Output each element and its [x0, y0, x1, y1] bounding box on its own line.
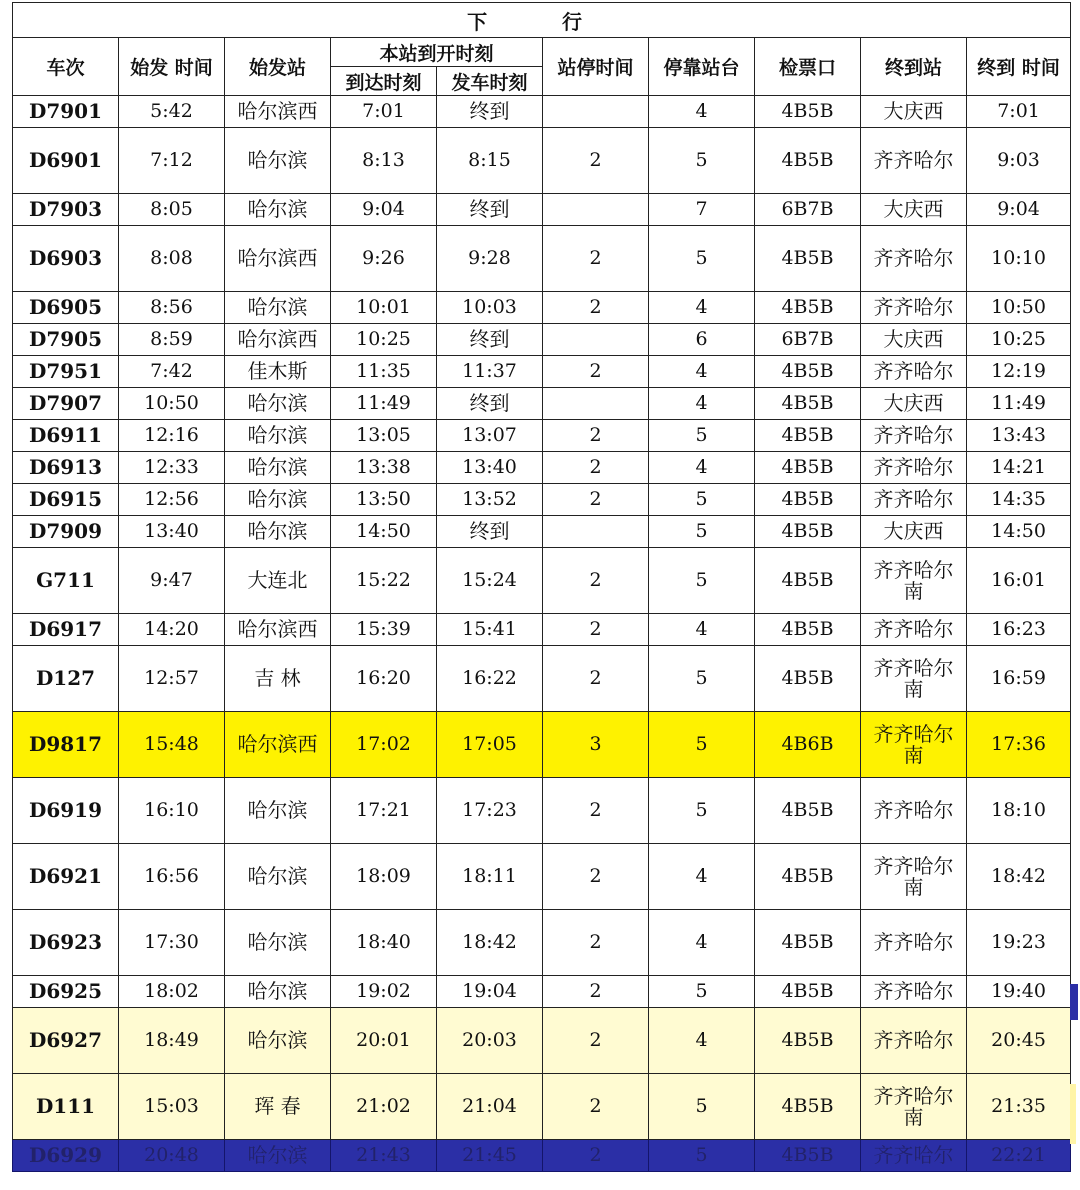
terminal-station-cell: 齐齐哈尔 南 — [861, 712, 967, 778]
departure-time-cell: 15:24 — [437, 548, 543, 614]
arrival-time-cell: 10:01 — [331, 292, 437, 324]
table-row — [13, 388, 1071, 420]
train-code-cell: D6925 — [13, 976, 119, 1008]
table-row — [13, 516, 1071, 548]
table-row — [13, 324, 1071, 356]
arrival-time-cell: 11:49 — [331, 388, 437, 420]
train-code-cell: G711 — [13, 548, 119, 614]
terminal-time-cell: 7:01 — [967, 96, 1071, 128]
start-time-cell: 18:02 — [119, 976, 225, 1008]
origin-station-cell: 哈尔滨西 — [225, 324, 331, 356]
gate-cell: 4B5B — [755, 976, 861, 1008]
terminal-station-cell: 齐齐哈尔 — [861, 128, 967, 194]
stop-duration-cell: 2 — [543, 646, 649, 712]
platform-cell: 5 — [649, 778, 755, 844]
train-code-cell: D7951 — [13, 356, 119, 388]
terminal-time-cell: 10:10 — [967, 226, 1071, 292]
origin-station-cell: 哈尔滨 — [225, 128, 331, 194]
edge-color-strip — [1070, 1084, 1076, 1144]
origin-station-cell: 哈尔滨 — [225, 516, 331, 548]
table-row — [13, 910, 1071, 976]
train-code-cell: D6913 — [13, 452, 119, 484]
train-code-cell: D6929 — [13, 1140, 119, 1172]
stop-duration-cell: 3 — [543, 712, 649, 778]
platform-cell: 5 — [649, 1140, 755, 1172]
start-time-cell: 8:05 — [119, 194, 225, 226]
gate-cell: 4B5B — [755, 548, 861, 614]
start-time-cell: 10:50 — [119, 388, 225, 420]
origin-station-cell: 哈尔滨 — [225, 1008, 331, 1074]
stop-duration-cell: 2 — [543, 292, 649, 324]
platform-cell: 4 — [649, 356, 755, 388]
terminal-station-cell: 齐齐哈尔 — [861, 420, 967, 452]
arrival-time-cell: 11:35 — [331, 356, 437, 388]
table-row — [13, 778, 1071, 844]
platform-cell: 5 — [649, 420, 755, 452]
terminal-time-cell: 16:01 — [967, 548, 1071, 614]
start-time-cell: 16:10 — [119, 778, 225, 844]
stop-duration-cell: 2 — [543, 778, 649, 844]
gate-cell: 4B5B — [755, 484, 861, 516]
platform-cell: 5 — [649, 646, 755, 712]
gate-cell: 4B5B — [755, 1074, 861, 1140]
table-row — [13, 548, 1071, 614]
departure-time-cell: 17:23 — [437, 778, 543, 844]
platform-cell: 5 — [649, 516, 755, 548]
platform-cell: 4 — [649, 292, 755, 324]
platform-cell: 4 — [649, 452, 755, 484]
start-time-cell: 12:16 — [119, 420, 225, 452]
arrival-time-cell: 13:05 — [331, 420, 437, 452]
arrival-time-cell: 21:43 — [331, 1140, 437, 1172]
departure-time-cell: 13:40 — [437, 452, 543, 484]
gate-cell: 4B5B — [755, 292, 861, 324]
arrival-time-cell: 17:02 — [331, 712, 437, 778]
start-time-cell: 8:56 — [119, 292, 225, 324]
stop-duration-cell: 2 — [543, 420, 649, 452]
train-code-cell: D7909 — [13, 516, 119, 548]
stop-duration-cell: 2 — [543, 452, 649, 484]
train-code-cell: D6903 — [13, 226, 119, 292]
origin-station-cell: 哈尔滨 — [225, 388, 331, 420]
table-row — [13, 226, 1071, 292]
departure-time-cell: 10:03 — [437, 292, 543, 324]
stop-duration-cell — [543, 324, 649, 356]
stop-duration-cell — [543, 388, 649, 420]
stop-duration-cell: 2 — [543, 1008, 649, 1074]
table-row — [13, 194, 1071, 226]
origin-station-cell: 哈尔滨 — [225, 194, 331, 226]
departure-time-cell: 15:41 — [437, 614, 543, 646]
start-time-cell: 15:48 — [119, 712, 225, 778]
origin-station-cell: 吉 林 — [225, 646, 331, 712]
departure-time-cell: 21:45 — [437, 1140, 543, 1172]
terminal-station-cell: 齐齐哈尔 — [861, 778, 967, 844]
arrival-time-cell: 14:50 — [331, 516, 437, 548]
gate-cell: 4B5B — [755, 96, 861, 128]
stop-duration-cell — [543, 516, 649, 548]
train-code-cell: D7901 — [13, 96, 119, 128]
arrival-time-cell: 13:38 — [331, 452, 437, 484]
origin-station-cell: 哈尔滨 — [225, 1140, 331, 1172]
terminal-station-cell: 齐齐哈尔 — [861, 452, 967, 484]
header-departure: 发车时刻 — [437, 67, 543, 96]
header-stop-duration: 站停时间 — [543, 38, 649, 96]
arrival-time-cell: 18:40 — [331, 910, 437, 976]
arrival-time-cell: 18:09 — [331, 844, 437, 910]
start-time-cell: 18:49 — [119, 1008, 225, 1074]
gate-cell: 4B5B — [755, 128, 861, 194]
origin-station-cell: 哈尔滨西 — [225, 226, 331, 292]
header-arrival: 到达时刻 — [331, 67, 437, 96]
gate-cell: 4B5B — [755, 614, 861, 646]
train-code-cell: D7905 — [13, 324, 119, 356]
platform-cell: 5 — [649, 976, 755, 1008]
arrival-time-cell: 8:13 — [331, 128, 437, 194]
terminal-station-cell: 齐齐哈尔 — [861, 226, 967, 292]
header-gate: 检票口 — [755, 38, 861, 96]
terminal-time-cell: 14:50 — [967, 516, 1071, 548]
train-code-cell: D127 — [13, 646, 119, 712]
departure-time-cell: 18:42 — [437, 910, 543, 976]
platform-cell: 5 — [649, 712, 755, 778]
departure-time-cell: 9:28 — [437, 226, 543, 292]
train-code-cell: D6915 — [13, 484, 119, 516]
stop-duration-cell: 2 — [543, 128, 649, 194]
gate-cell: 4B6B — [755, 712, 861, 778]
gate-cell: 4B5B — [755, 646, 861, 712]
train-code-cell: D6901 — [13, 128, 119, 194]
terminal-station-cell: 齐齐哈尔 — [861, 1008, 967, 1074]
stop-duration-cell: 2 — [543, 356, 649, 388]
origin-station-cell: 珲 春 — [225, 1074, 331, 1140]
platform-cell: 5 — [649, 226, 755, 292]
arrival-time-cell: 20:01 — [331, 1008, 437, 1074]
table-row — [13, 128, 1071, 194]
origin-station-cell: 哈尔滨 — [225, 844, 331, 910]
terminal-station-cell: 齐齐哈尔 — [861, 292, 967, 324]
terminal-time-cell: 19:40 — [967, 976, 1071, 1008]
terminal-time-cell: 12:19 — [967, 356, 1071, 388]
table-row — [13, 420, 1071, 452]
start-time-cell: 8:08 — [119, 226, 225, 292]
table-row — [13, 844, 1071, 910]
departure-time-cell: 11:37 — [437, 356, 543, 388]
arrival-time-cell: 9:26 — [331, 226, 437, 292]
stop-duration-cell — [543, 194, 649, 226]
stop-duration-cell — [543, 96, 649, 128]
terminal-station-cell: 大庆西 — [861, 388, 967, 420]
departure-time-cell: 21:04 — [437, 1074, 543, 1140]
start-time-cell: 16:56 — [119, 844, 225, 910]
stop-duration-cell: 2 — [543, 484, 649, 516]
terminal-station-cell: 齐齐哈尔 南 — [861, 548, 967, 614]
origin-station-cell: 哈尔滨 — [225, 452, 331, 484]
stop-duration-cell: 2 — [543, 226, 649, 292]
origin-station-cell: 哈尔滨 — [225, 292, 331, 324]
start-time-cell: 7:42 — [119, 356, 225, 388]
start-time-cell: 5:42 — [119, 96, 225, 128]
terminal-time-cell: 16:59 — [967, 646, 1071, 712]
terminal-station-cell: 齐齐哈尔 — [861, 356, 967, 388]
header-platform: 停靠站台 — [649, 38, 755, 96]
terminal-station-cell: 齐齐哈尔 — [861, 976, 967, 1008]
terminal-station-cell: 齐齐哈尔 南 — [861, 646, 967, 712]
stop-duration-cell: 2 — [543, 614, 649, 646]
gate-cell: 4B5B — [755, 778, 861, 844]
terminal-station-cell: 大庆西 — [861, 194, 967, 226]
stop-duration-cell: 2 — [543, 844, 649, 910]
edge-color-strip — [1070, 984, 1078, 1020]
origin-station-cell: 哈尔滨 — [225, 420, 331, 452]
departure-time-cell: 终到 — [437, 96, 543, 128]
gate-cell: 4B5B — [755, 1008, 861, 1074]
departure-time-cell: 终到 — [437, 324, 543, 356]
terminal-time-cell: 18:42 — [967, 844, 1071, 910]
origin-station-cell: 哈尔滨西 — [225, 614, 331, 646]
origin-station-cell: 哈尔滨 — [225, 484, 331, 516]
arrival-time-cell: 21:02 — [331, 1074, 437, 1140]
table-row — [13, 484, 1071, 516]
gate-cell: 4B5B — [755, 356, 861, 388]
train-code-cell: D111 — [13, 1074, 119, 1140]
table-row — [13, 292, 1071, 324]
arrival-time-cell: 9:04 — [331, 194, 437, 226]
departure-time-cell: 终到 — [437, 388, 543, 420]
departure-time-cell: 20:03 — [437, 1008, 543, 1074]
stop-duration-cell: 2 — [543, 976, 649, 1008]
stop-duration-cell: 2 — [543, 1140, 649, 1172]
terminal-time-cell: 14:21 — [967, 452, 1071, 484]
gate-cell: 6B7B — [755, 194, 861, 226]
terminal-time-cell: 9:03 — [967, 128, 1071, 194]
arrival-time-cell: 7:01 — [331, 96, 437, 128]
terminal-station-cell: 大庆西 — [861, 96, 967, 128]
arrival-time-cell: 10:25 — [331, 324, 437, 356]
platform-cell: 4 — [649, 1008, 755, 1074]
header-train: 车次 — [13, 38, 119, 96]
gate-cell: 4B5B — [755, 910, 861, 976]
train-code-cell: D6917 — [13, 614, 119, 646]
header-station-times: 本站到开时刻 — [331, 38, 543, 67]
stop-duration-cell: 2 — [543, 548, 649, 614]
terminal-time-cell: 14:35 — [967, 484, 1071, 516]
terminal-time-cell: 13:43 — [967, 420, 1071, 452]
terminal-time-cell: 16:23 — [967, 614, 1071, 646]
header-origin: 始发站 — [225, 38, 331, 96]
platform-cell: 4 — [649, 614, 755, 646]
terminal-station-cell: 齐齐哈尔 — [861, 614, 967, 646]
table-row — [13, 646, 1071, 712]
table-row — [13, 96, 1071, 128]
table-row — [13, 356, 1071, 388]
platform-cell: 4 — [649, 96, 755, 128]
start-time-cell: 12:56 — [119, 484, 225, 516]
terminal-station-cell: 大庆西 — [861, 324, 967, 356]
arrival-time-cell: 19:02 — [331, 976, 437, 1008]
train-code-cell: D6923 — [13, 910, 119, 976]
gate-cell: 4B5B — [755, 420, 861, 452]
stop-duration-cell: 2 — [543, 1074, 649, 1140]
table-title: 下 行 — [13, 3, 1071, 38]
terminal-station-cell: 齐齐哈尔 南 — [861, 844, 967, 910]
timetable-body — [13, 96, 1071, 1172]
header-start-time: 始发 时间 — [119, 38, 225, 96]
departure-time-cell: 19:04 — [437, 976, 543, 1008]
start-time-cell: 13:40 — [119, 516, 225, 548]
start-time-cell: 17:30 — [119, 910, 225, 976]
terminal-time-cell: 17:36 — [967, 712, 1071, 778]
gate-cell: 4B5B — [755, 388, 861, 420]
terminal-time-cell: 10:50 — [967, 292, 1071, 324]
terminal-time-cell: 19:23 — [967, 910, 1071, 976]
terminal-time-cell: 10:25 — [967, 324, 1071, 356]
departure-time-cell: 终到 — [437, 194, 543, 226]
platform-cell: 7 — [649, 194, 755, 226]
start-time-cell: 9:47 — [119, 548, 225, 614]
train-timetable — [12, 2, 1071, 1172]
origin-station-cell: 哈尔滨 — [225, 976, 331, 1008]
departure-time-cell: 17:05 — [437, 712, 543, 778]
terminal-station-cell: 齐齐哈尔 — [861, 1140, 967, 1172]
terminal-station-cell: 齐齐哈尔 — [861, 484, 967, 516]
platform-cell: 5 — [649, 548, 755, 614]
platform-cell: 4 — [649, 388, 755, 420]
gate-cell: 4B5B — [755, 844, 861, 910]
start-time-cell: 12:57 — [119, 646, 225, 712]
departure-time-cell: 终到 — [437, 516, 543, 548]
origin-station-cell: 哈尔滨西 — [225, 96, 331, 128]
terminal-station-cell: 齐齐哈尔 南 — [861, 1074, 967, 1140]
start-time-cell: 7:12 — [119, 128, 225, 194]
start-time-cell: 8:59 — [119, 324, 225, 356]
platform-cell: 5 — [649, 128, 755, 194]
departure-time-cell: 13:07 — [437, 420, 543, 452]
platform-cell: 5 — [649, 484, 755, 516]
train-code-cell: D6911 — [13, 420, 119, 452]
start-time-cell: 20:48 — [119, 1140, 225, 1172]
terminal-station-cell: 齐齐哈尔 — [861, 910, 967, 976]
train-code-cell: D7903 — [13, 194, 119, 226]
table-row — [13, 614, 1071, 646]
stop-duration-cell: 2 — [543, 910, 649, 976]
platform-cell: 5 — [649, 1074, 755, 1140]
origin-station-cell: 佳木斯 — [225, 356, 331, 388]
arrival-time-cell: 17:21 — [331, 778, 437, 844]
start-time-cell: 12:33 — [119, 452, 225, 484]
arrival-time-cell: 16:20 — [331, 646, 437, 712]
origin-station-cell: 哈尔滨西 — [225, 712, 331, 778]
terminal-time-cell: 22:21 — [967, 1140, 1071, 1172]
platform-cell: 4 — [649, 910, 755, 976]
header-terminal-time: 终到 时间 — [967, 38, 1071, 96]
table-row — [13, 1074, 1071, 1140]
table-row — [13, 1008, 1071, 1074]
arrival-time-cell: 15:39 — [331, 614, 437, 646]
terminal-time-cell: 11:49 — [967, 388, 1071, 420]
departure-time-cell: 16:22 — [437, 646, 543, 712]
gate-cell: 4B5B — [755, 452, 861, 484]
gate-cell: 6B7B — [755, 324, 861, 356]
origin-station-cell: 哈尔滨 — [225, 910, 331, 976]
table-row — [13, 452, 1071, 484]
terminal-station-cell: 大庆西 — [861, 516, 967, 548]
platform-cell: 4 — [649, 844, 755, 910]
platform-cell: 6 — [649, 324, 755, 356]
terminal-time-cell: 9:04 — [967, 194, 1071, 226]
departure-time-cell: 18:11 — [437, 844, 543, 910]
departure-time-cell: 13:52 — [437, 484, 543, 516]
table-row — [13, 1140, 1071, 1172]
arrival-time-cell: 13:50 — [331, 484, 437, 516]
origin-station-cell: 大连北 — [225, 548, 331, 614]
start-time-cell: 14:20 — [119, 614, 225, 646]
gate-cell: 4B5B — [755, 226, 861, 292]
terminal-time-cell: 18:10 — [967, 778, 1071, 844]
train-code-cell: D6921 — [13, 844, 119, 910]
train-code-cell: D6927 — [13, 1008, 119, 1074]
table-row — [13, 712, 1071, 778]
train-code-cell: D9817 — [13, 712, 119, 778]
train-code-cell: D7907 — [13, 388, 119, 420]
origin-station-cell: 哈尔滨 — [225, 778, 331, 844]
train-code-cell: D6905 — [13, 292, 119, 324]
header-terminal: 终到站 — [861, 38, 967, 96]
table-row — [13, 976, 1071, 1008]
train-code-cell: D6919 — [13, 778, 119, 844]
gate-cell: 4B5B — [755, 516, 861, 548]
gate-cell: 4B5B — [755, 1140, 861, 1172]
departure-time-cell: 8:15 — [437, 128, 543, 194]
terminal-time-cell: 20:45 — [967, 1008, 1071, 1074]
start-time-cell: 15:03 — [119, 1074, 225, 1140]
arrival-time-cell: 15:22 — [331, 548, 437, 614]
terminal-time-cell: 21:35 — [967, 1074, 1071, 1140]
